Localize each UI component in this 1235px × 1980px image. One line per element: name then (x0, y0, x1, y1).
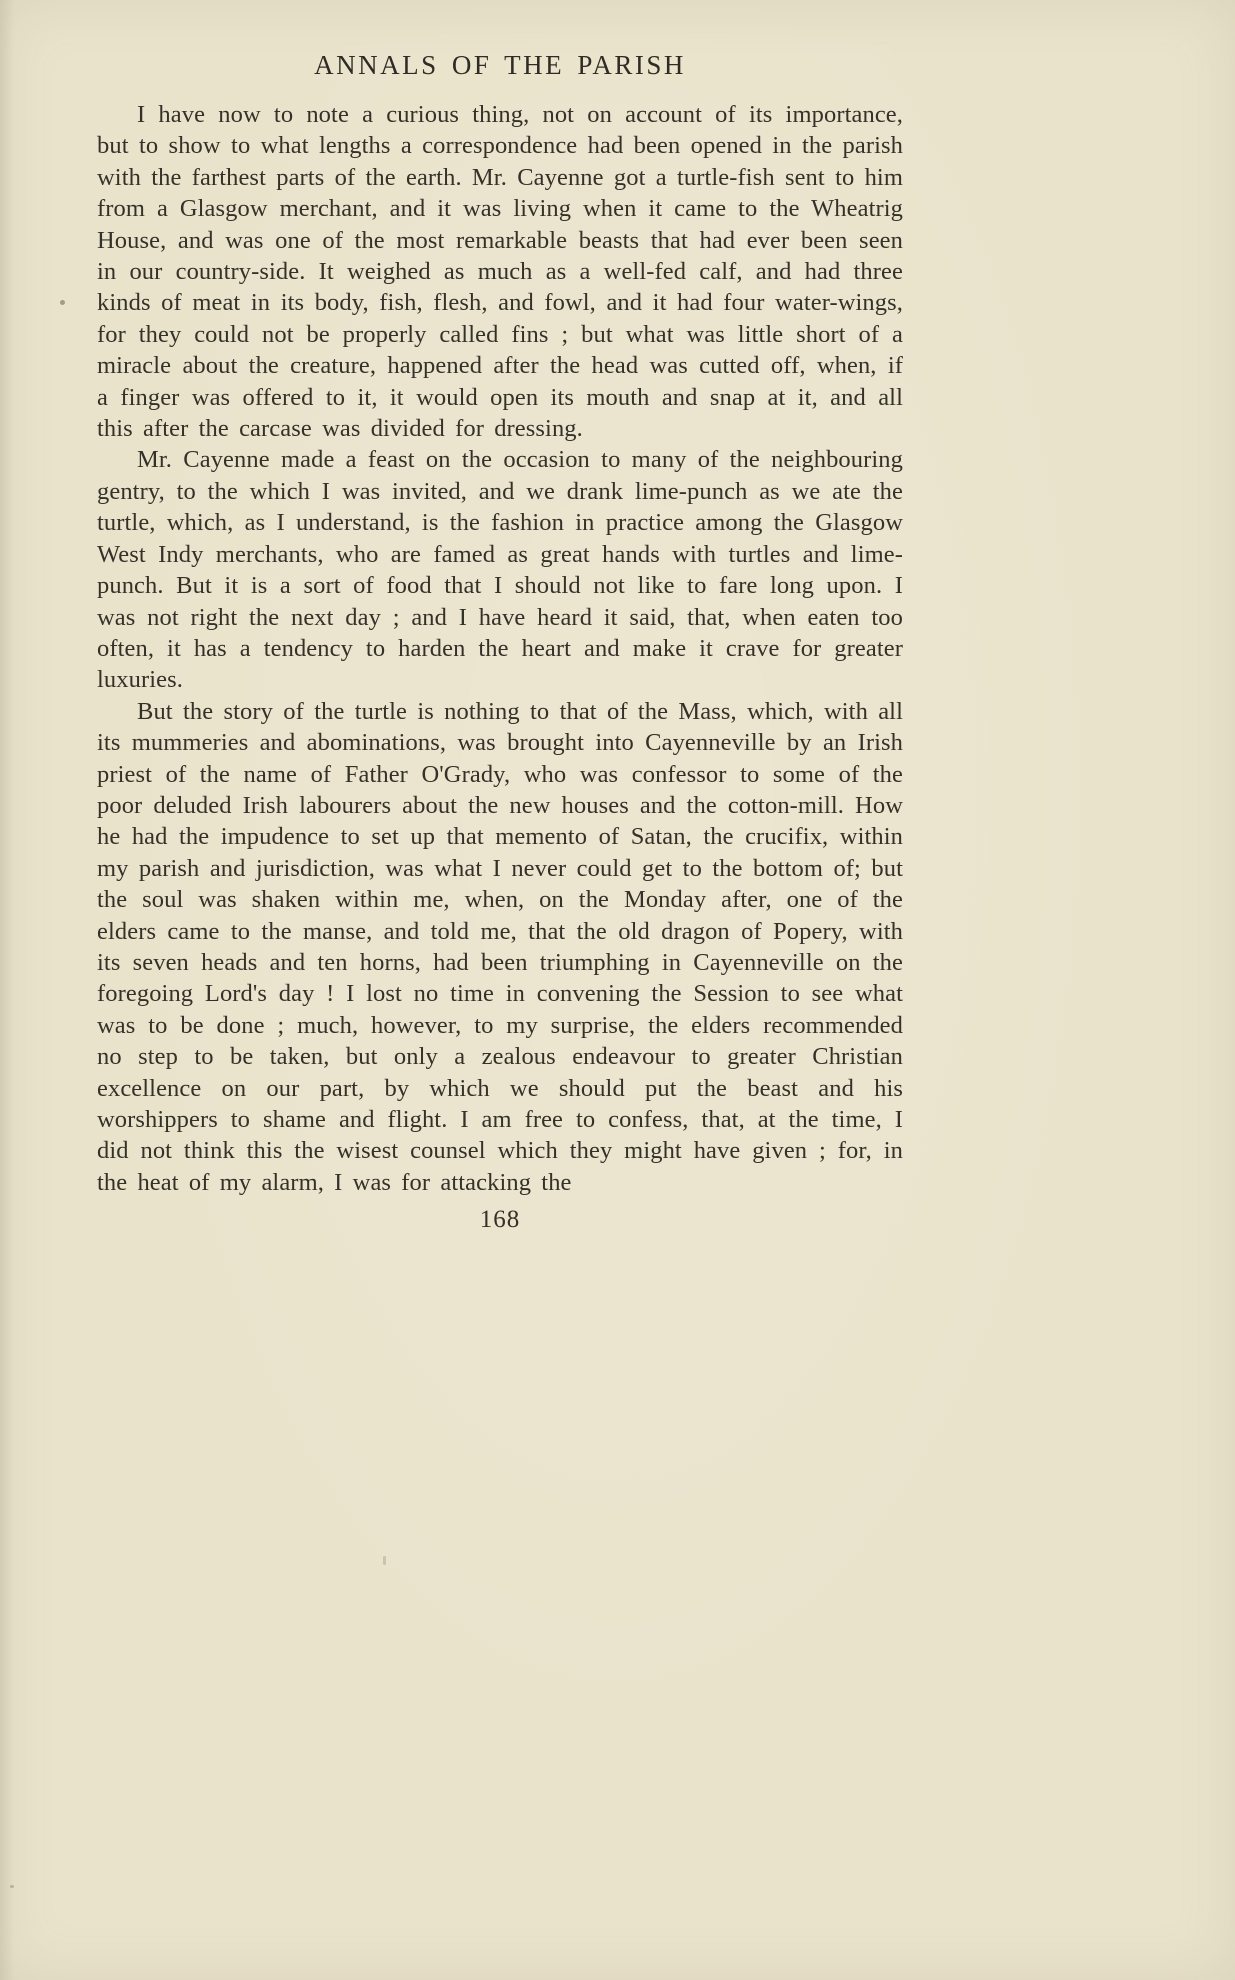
paragraph-turtle-fish: I have now to note a curious thing, not on account of its importance, but to show to what lengths a correspondence had been opened in the parish with the farthest parts of the earth. Mr. Cayenne got a turtle-fish sent to him from a Glasgow merchant, and it was living when it came to the Wheatrig House, and was one of the most remarkable beasts that had ever been seen in our country-side. It weighed as much as a well-fed calf, and had three kinds of meat in its body, fish, flesh, and fowl, and it had four water-wings, for they could not be properly called fins ; but what was little short of a miracle about the creature, happened after the head was cutted off, when, if a finger was offered to it, it would open its mouth and snap at it, and all this after the carcase was divided for dressing. (97, 101, 903, 443)
paragraph-feast: Mr. Cayenne made a feast on the occasion to many of the neighbouring gentry, to the which I was invited, and we drank lime-punch as we ate the turtle, which, as I understand, is the fashion in practice among the Glasgow West Indy merchants, who are famed as great hands with turtles and lime-punch. But it is a sort of food that I should not like to fare long upon. I was not right the next day ; and I have heard it said, that, when eaten too often, it has a tendency to harden the heart and make it crave for greater luxuries. (97, 446, 903, 694)
scan-speck (60, 300, 65, 305)
paragraph-mass: But the story of the turtle is nothing to that of the Mass, which, with all its mummeries and abominations, was brought into Cayenneville by an Irish priest of the name of Father O'Grady, who was confessor to some of the poor deluded Irish labourers about the new houses and the cotton-mill. How he had the impudence to set up that memento of Satan, the crucifix, within my parish and jurisdiction, was what I never could get to the bottom of; but the soul was shaken within me, when, on the Monday after, one of the elders came to the manse, and told me, that the old dragon of Popery, with its seven heads and ten horns, had been triumphing in Cayenneville on the foregoing Lord's day ! I lost no time in convening the Session to see what was to be done ; much, however, to my surprise, the elders recommended no step to be taken, but only a zealous endeavour to greater Christian excellence on our part, by which we should put the beast and his worshippers to shame and flight. I am free to confess, that, at the time, I did not think this the wisest counsel which they might have given ; for, in the heat of my alarm, I was for attacking the (97, 697, 903, 1196)
text-block (97, 0, 903, 1234)
page-number: 168 (479, 1206, 521, 1234)
running-head: ANNALS OF THE PARISH (314, 50, 686, 80)
scan-speck (10, 1885, 14, 1888)
scan-speck (383, 1556, 386, 1565)
